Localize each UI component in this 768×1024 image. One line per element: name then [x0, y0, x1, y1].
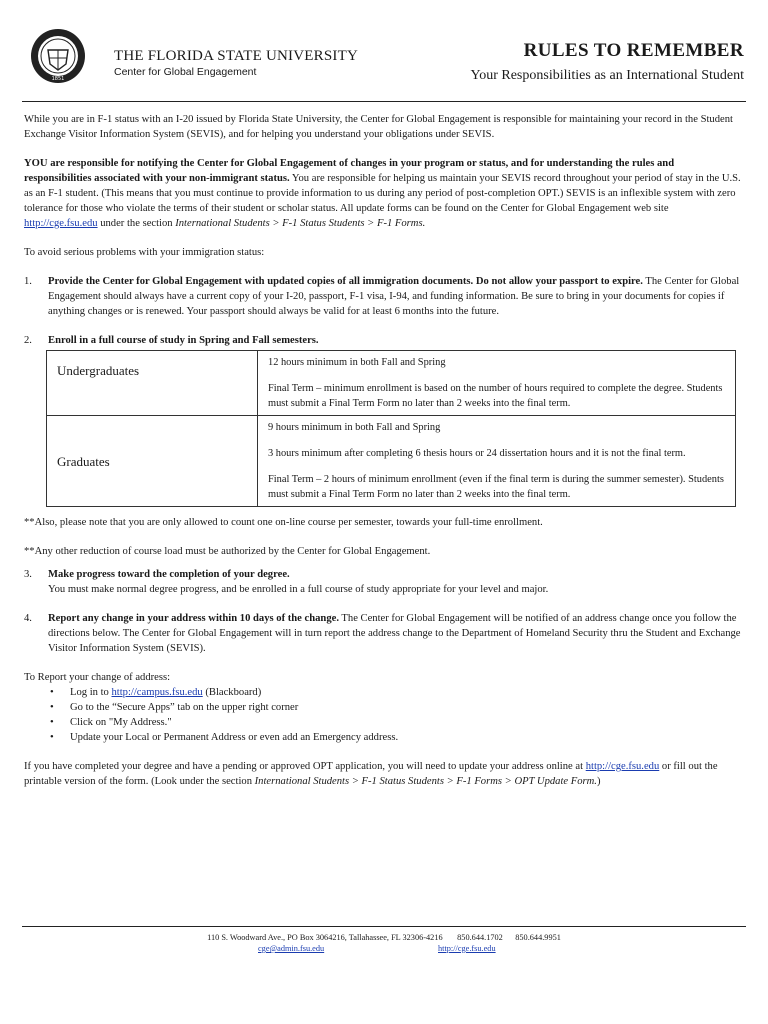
grad-requirements: [258, 416, 736, 507]
opt-cge-link[interactable]: http://cge.fsu.edu: [585, 761, 660, 772]
list-item: [24, 611, 744, 656]
grad-label: Graduates: [47, 416, 258, 507]
list-item: [24, 567, 744, 597]
cge-website-link[interactable]: http://cge.fsu.edu: [24, 218, 98, 229]
page-title: RULES TO REMEMBER: [523, 40, 744, 61]
table-row: [47, 416, 736, 507]
online-course-note: **Also, please note that you are only allowed to count one on-line course per semester, towards your full-time enrollment.: [24, 517, 543, 528]
list-item: [48, 685, 744, 700]
responsibility-text-after: under the section: [97, 218, 176, 229]
list-item: [24, 333, 744, 348]
list-item: • Go to the “Secure Apps” tab on the upper right corner: [48, 700, 744, 715]
grad-final-term: Final Term – 2 hours of minimum enrollment (even if the final term is during the summer semester). Students must submit a Final Term Form no later than 2 weeks into the final term.: [268, 474, 724, 500]
footer-links-line: [0, 943, 768, 954]
university-name: THE FLORIDA STATE UNIVERSITY: [114, 48, 358, 64]
footer-contact-line: [0, 932, 768, 943]
header-divider: [22, 101, 746, 102]
address-steps-list: [24, 685, 744, 745]
footer-address: 110 S. Woodward Ave., PO Box 3064216, Tallahassee, FL 32306-4216: [207, 933, 443, 942]
item-text: You must make normal degree progress, and be enrolled in a full course of study appropriate for your level and major.: [48, 584, 549, 595]
document-body: [24, 112, 744, 789]
grad-thesis-rule: 3 hours minimum after completing 6 thesis hours or 24 dissertation hours and it is not the final term.: [268, 448, 686, 459]
footer-phone: 850.644.1702: [457, 933, 503, 942]
grad-minimum: 9 hours minimum in both Fall and Spring: [268, 422, 441, 433]
undergrad-final-term: Final Term – minimum enrollment is based on the number of hours required to complete the degree. Students must submit a Final Term Form no later than 2 weeks into the final term.: [268, 383, 723, 409]
address-steps-intro: To Report your change of address:: [24, 672, 171, 683]
seal-year: 1851: [51, 76, 65, 82]
responsibility-bold: YOU are responsible for notifying the Center for Global Engagement of changes in your program or status, and for understanding the rules and responsibilities associated with your non-immigrant status.: [24, 158, 675, 184]
undergrad-requirements: [258, 351, 736, 416]
opt-text: If you have completed your degree and have a pending or approved OPT application, you will need to update your address online at: [24, 761, 586, 772]
opt-text-end: ): [596, 776, 601, 787]
department-name: Center for Global Engagement: [114, 66, 257, 78]
item-number: 2.: [24, 335, 32, 346]
undergrad-label: Undergraduates: [47, 351, 258, 416]
reduction-note: **Any other reduction of course load must be authorized by the Center for Global Engagement.: [24, 546, 431, 557]
list-item: • Click on "My Address.": [48, 715, 744, 730]
opt-text-mid: or fill out the printable version of the form. (Look under the section: [24, 761, 718, 787]
item-number: 4.: [24, 613, 32, 624]
item-text: The Center for Global Engagement should always have a current copy of your I-20, passport, F-1 visa, I-94, and funding information. Be sure to bring in your documents for copies if anything changes or is renewed. Your passport should always be valid for at least 6 months into the future.: [48, 276, 740, 317]
intro-paragraph: While you are in F-1 status with an I-20 issued by Florida State University, the Center for Global Engagement is responsible for maintaining your record in the Student Exchange Visitor Information System (SEVIS), and for helping you understand your obligations under SEVIS.: [24, 114, 733, 140]
enrollment-table: [46, 350, 736, 507]
footer: [0, 932, 768, 954]
list-item: [24, 274, 744, 319]
item-number: 1.: [24, 276, 32, 287]
table-row: [47, 351, 736, 416]
item-number: 3.: [24, 569, 32, 580]
item-text: The Center for Global Engagement will be notified of an address change once you follow the directions below. The Center for Global Engagement will in turn report the address change to the Department of Homeland Security thru the Student and Exchange Visitor Information System (SEVIS).: [48, 613, 741, 654]
university-logo-block: [22, 22, 358, 90]
undergrad-minimum: 12 hours minimum in both Fall and Spring: [268, 357, 446, 368]
item-heading: Enroll in a full course of study in Spring and Fall semesters.: [48, 335, 319, 346]
footer-email-link[interactable]: cge@admin.fsu.edu: [258, 944, 325, 953]
step-text: (Blackboard): [202, 687, 262, 698]
opt-forms-path: International Students > F-1 Status Students > F-1 Forms > OPT Update Form.: [254, 776, 597, 787]
footer-website-link[interactable]: http://cge.fsu.edu: [438, 944, 496, 953]
item-heading: Make progress toward the completion of your degree.: [48, 569, 290, 580]
item-heading: Report any change in your address within 10 days of the change.: [48, 613, 339, 624]
footer-divider: [22, 926, 746, 927]
forms-path: International Students > F-1 Status Students > F-1 Forms.: [175, 218, 426, 229]
avoid-problems-text: To avoid serious problems with your immigration status:: [24, 247, 265, 258]
campus-link[interactable]: http://campus.fsu.edu: [111, 687, 203, 698]
footer-fax: 850.644.9951: [515, 933, 561, 942]
responsibility-paragraph: [24, 156, 744, 231]
list-item: • Update your Local or Permanent Address or even add an Emergency address.: [48, 730, 744, 745]
page-subtitle: Your Responsibilities as an International Student: [470, 68, 744, 83]
responsibility-text: You are responsible for helping us maintain your SEVIS record throughout your period of stay in the U.S. as an F-1 student. (This means that you must continue to provide information to us during any period of post-completion OPT.) SEVIS is an inflexible system with zero tolerance for those who violate the terms of their student or scholar status. All update forms can be found on the Center for Global Engagement web site: [24, 173, 741, 214]
university-seal-icon: [30, 28, 86, 84]
item-heading: Provide the Center for Global Engagement with updated copies of all immigration documents. Do not allow your passport to expire.: [48, 276, 643, 287]
opt-paragraph: [24, 759, 744, 789]
step-text: Log in to: [70, 687, 112, 698]
